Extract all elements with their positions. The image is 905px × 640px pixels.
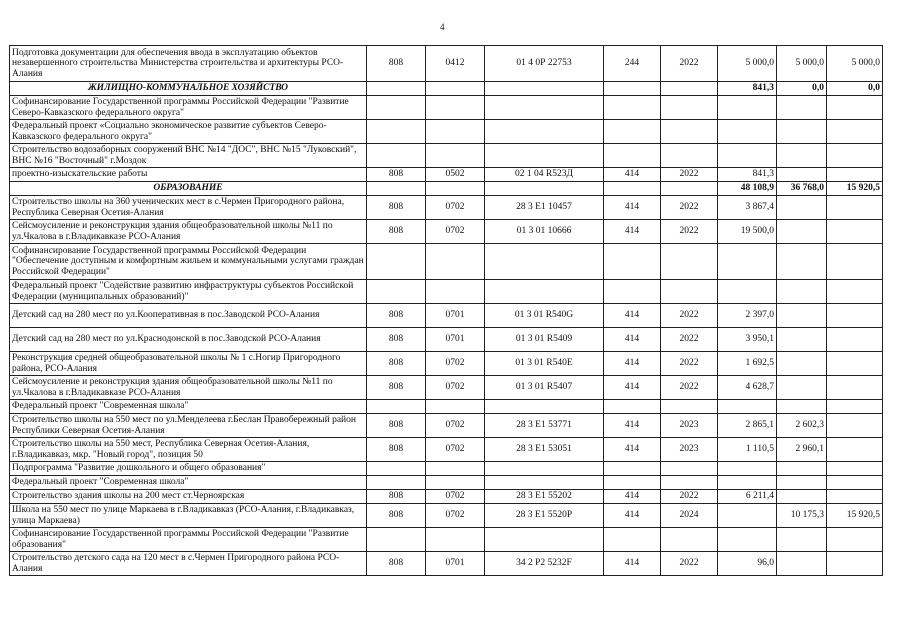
cell-name: Строительство школы на 360 ученических мест в с.Чермен Пригородного района, Республика Северная Осетия-Алания bbox=[10, 196, 367, 220]
cell-expense-type: 414 bbox=[604, 352, 661, 376]
cell-target-article: 01 3 01 R540G bbox=[485, 304, 604, 328]
cell-amount-1: 19 500,0 bbox=[718, 220, 777, 244]
cell-year bbox=[661, 182, 718, 196]
cell-expense-type bbox=[604, 96, 661, 120]
cell-amount-3: 15 920,5 bbox=[827, 504, 883, 528]
cell-year: 2022 bbox=[661, 490, 718, 504]
cell-year bbox=[661, 82, 718, 96]
cell-section-code: 0701 bbox=[426, 328, 485, 352]
cell-expense-type: 414 bbox=[604, 220, 661, 244]
cell-year bbox=[661, 96, 718, 120]
cell-amount-3 bbox=[827, 196, 883, 220]
cell-year bbox=[661, 462, 718, 476]
cell-year bbox=[661, 476, 718, 490]
cell-amount-3 bbox=[827, 144, 883, 168]
cell-amount-2 bbox=[777, 462, 827, 476]
cell-amount-2 bbox=[777, 220, 827, 244]
cell-amount-2: 36 768,0 bbox=[777, 182, 827, 196]
table-row bbox=[10, 438, 883, 462]
cell-amount-1 bbox=[718, 462, 777, 476]
cell-amount-3 bbox=[827, 96, 883, 120]
cell-expense-type: 414 bbox=[604, 490, 661, 504]
cell-expense-type bbox=[604, 144, 661, 168]
cell-target-article bbox=[485, 528, 604, 552]
cell-name: Сейсмоусиление и реконструкция здания общеобразовательной школы №11 по ул.Чкалова в г.Владикавказе РСО-Алания bbox=[10, 220, 367, 244]
cell-amount-2: 2 960,1 bbox=[777, 438, 827, 462]
cell-section-code: 0502 bbox=[426, 168, 485, 182]
table-row bbox=[10, 400, 883, 414]
cell-section-code: 0412 bbox=[426, 46, 485, 82]
cell-amount-1: 4 628,7 bbox=[718, 376, 777, 400]
cell-ministry-code bbox=[367, 280, 426, 304]
cell-amount-2 bbox=[777, 120, 827, 144]
cell-amount-1: 1 110,5 bbox=[718, 438, 777, 462]
cell-expense-type: 244 bbox=[604, 46, 661, 82]
cell-expense-type bbox=[604, 476, 661, 490]
cell-expense-type: 414 bbox=[604, 304, 661, 328]
cell-year: 2022 bbox=[661, 328, 718, 352]
cell-section-code: 0702 bbox=[426, 504, 485, 528]
table-row bbox=[10, 244, 883, 280]
cell-ministry-code: 808 bbox=[367, 490, 426, 504]
table-row bbox=[10, 304, 883, 328]
cell-name: Подготовка документации для обеспечения ввода в эксплуатацию объектов незавершенного строительства Министерства строительства и архитектуры РСО-Алания bbox=[10, 46, 367, 82]
cell-name: Софинансирование Государственной программы Российской Федерации "Развитие Северо-Кавказского федерального округа" bbox=[10, 96, 367, 120]
cell-name: Строительство детского сада на 120 мест в с.Чермен Пригородного района РСО-Алания bbox=[10, 552, 367, 576]
page-number: 4 bbox=[440, 22, 445, 32]
cell-section-code: 0702 bbox=[426, 438, 485, 462]
cell-year: 2023 bbox=[661, 438, 718, 462]
cell-target-article bbox=[485, 280, 604, 304]
cell-ministry-code: 808 bbox=[367, 414, 426, 438]
cell-year: 2022 bbox=[661, 168, 718, 182]
cell-ministry-code bbox=[367, 82, 426, 96]
cell-name: Школа на 550 мест по улице Маркаева в г.Владикавказ (РСО-Алания, г.Владикавказ, улица Маркаева) bbox=[10, 504, 367, 528]
cell-section-code bbox=[426, 280, 485, 304]
cell-target-article bbox=[485, 144, 604, 168]
cell-expense-type bbox=[604, 280, 661, 304]
table-row bbox=[10, 414, 883, 438]
cell-amount-3 bbox=[827, 352, 883, 376]
cell-target-article: 01 3 01 R5407 bbox=[485, 376, 604, 400]
cell-name: Сейсмоусиление и реконструкция здания общеобразовательной школы №11 по ул.Чкалова в г.Владикавказе РСО-Алания bbox=[10, 376, 367, 400]
cell-section-code bbox=[426, 244, 485, 280]
cell-amount-1 bbox=[718, 96, 777, 120]
cell-year: 2023 bbox=[661, 414, 718, 438]
cell-target-article: 28 3 E1 53051 bbox=[485, 438, 604, 462]
cell-year bbox=[661, 120, 718, 144]
cell-expense-type bbox=[604, 120, 661, 144]
cell-name: Детский сад на 280 мест по ул.Краснодонской в пос.Заводской РСО-Алания bbox=[10, 328, 367, 352]
cell-amount-1: 2 865,1 bbox=[718, 414, 777, 438]
cell-amount-2: 0,0 bbox=[777, 82, 827, 96]
cell-amount-3 bbox=[827, 400, 883, 414]
cell-amount-2 bbox=[777, 528, 827, 552]
cell-year bbox=[661, 528, 718, 552]
cell-amount-3 bbox=[827, 462, 883, 476]
cell-target-article: 01 3 01 10666 bbox=[485, 220, 604, 244]
cell-name: проектно-изыскательские работы bbox=[10, 168, 367, 182]
cell-name: ОБРАЗОВАНИЕ bbox=[10, 182, 367, 196]
cell-amount-1: 96,0 bbox=[718, 552, 777, 576]
table-row bbox=[10, 220, 883, 244]
cell-year: 2022 bbox=[661, 376, 718, 400]
cell-year: 2024 bbox=[661, 504, 718, 528]
cell-section-code bbox=[426, 120, 485, 144]
cell-name: Строительство водозаборных сооружений ВНС №14 "ДОС", ВНС №15 "Луковский", ВНС №16 "Восточный" г.Моздок bbox=[10, 144, 367, 168]
cell-name: Строительство здания школы на 200 мест ст.Черноярская bbox=[10, 490, 367, 504]
table-row bbox=[10, 504, 883, 528]
cell-name: Федеральный проект "Современная школа" bbox=[10, 476, 367, 490]
table-row bbox=[10, 476, 883, 490]
table-row bbox=[10, 352, 883, 376]
cell-amount-1: 6 211,4 bbox=[718, 490, 777, 504]
cell-name: Федеральный проект "Содействие развитию инфраструктуры субъектов Российской Федерации (муниципальных образований)" bbox=[10, 280, 367, 304]
cell-target-article: 02 1 04 R523Д bbox=[485, 168, 604, 182]
cell-section-code bbox=[426, 462, 485, 476]
cell-target-article: 01 3 01 R5409 bbox=[485, 328, 604, 352]
cell-amount-2 bbox=[777, 144, 827, 168]
cell-target-article bbox=[485, 462, 604, 476]
cell-section-code bbox=[426, 96, 485, 120]
cell-ministry-code bbox=[367, 244, 426, 280]
cell-amount-1 bbox=[718, 400, 777, 414]
cell-year: 2022 bbox=[661, 552, 718, 576]
cell-amount-3 bbox=[827, 244, 883, 280]
cell-amount-2 bbox=[777, 376, 827, 400]
cell-name: Строительство школы на 550 мест, Республика Северная Осетия-Алания, г.Владикавказ, мкр. "Новый город", позиция 50 bbox=[10, 438, 367, 462]
cell-target-article bbox=[485, 96, 604, 120]
cell-expense-type bbox=[604, 82, 661, 96]
table-row bbox=[10, 96, 883, 120]
cell-ministry-code: 808 bbox=[367, 168, 426, 182]
cell-target-article: 28 3 E1 5520P bbox=[485, 504, 604, 528]
cell-year: 2022 bbox=[661, 352, 718, 376]
cell-section-code: 0702 bbox=[426, 220, 485, 244]
cell-section-code bbox=[426, 400, 485, 414]
cell-amount-1 bbox=[718, 280, 777, 304]
cell-ministry-code bbox=[367, 182, 426, 196]
cell-name: Подпрограмма "Развитие дошкольного и общего образования" bbox=[10, 462, 367, 476]
cell-amount-2 bbox=[777, 96, 827, 120]
cell-expense-type: 414 bbox=[604, 414, 661, 438]
cell-amount-3 bbox=[827, 438, 883, 462]
cell-expense-type: 414 bbox=[604, 438, 661, 462]
cell-amount-2 bbox=[777, 196, 827, 220]
cell-amount-2 bbox=[777, 400, 827, 414]
cell-amount-1 bbox=[718, 120, 777, 144]
cell-ministry-code bbox=[367, 96, 426, 120]
cell-name: Софинансирование Государственной программы Российской Федерации "Обеспечение доступным и комфортным жильем и коммунальными услугами граждан Российской Федерации" bbox=[10, 244, 367, 280]
cell-name: Софинансирование Государственной программы Российской Федерации "Развитие образования" bbox=[10, 528, 367, 552]
cell-name: Детский сад на 280 мест по ул.Кооперативная в пос.Заводской РСО-Алания bbox=[10, 304, 367, 328]
cell-section-code bbox=[426, 144, 485, 168]
cell-ministry-code bbox=[367, 462, 426, 476]
cell-amount-1: 3 950,1 bbox=[718, 328, 777, 352]
cell-amount-3 bbox=[827, 552, 883, 576]
table-row bbox=[10, 528, 883, 552]
table-row bbox=[10, 490, 883, 504]
cell-expense-type: 414 bbox=[604, 168, 661, 182]
cell-target-article: 28 3 E1 53771 bbox=[485, 414, 604, 438]
cell-amount-3 bbox=[827, 490, 883, 504]
cell-ministry-code: 808 bbox=[367, 196, 426, 220]
cell-amount-2 bbox=[777, 552, 827, 576]
table-row bbox=[10, 120, 883, 144]
cell-amount-3 bbox=[827, 376, 883, 400]
cell-expense-type bbox=[604, 462, 661, 476]
cell-amount-3 bbox=[827, 476, 883, 490]
cell-target-article bbox=[485, 244, 604, 280]
cell-amount-2 bbox=[777, 304, 827, 328]
cell-amount-3: 15 920,5 bbox=[827, 182, 883, 196]
cell-ministry-code: 808 bbox=[367, 352, 426, 376]
cell-amount-2 bbox=[777, 352, 827, 376]
section-row bbox=[10, 82, 883, 96]
cell-section-code bbox=[426, 476, 485, 490]
cell-amount-1 bbox=[718, 528, 777, 552]
cell-year: 2022 bbox=[661, 304, 718, 328]
cell-ministry-code: 808 bbox=[367, 376, 426, 400]
cell-target-article bbox=[485, 400, 604, 414]
cell-amount-1: 1 692,5 bbox=[718, 352, 777, 376]
cell-amount-1 bbox=[718, 476, 777, 490]
cell-target-article bbox=[485, 476, 604, 490]
cell-target-article: 01 4 0Р 22753 bbox=[485, 46, 604, 82]
cell-amount-2 bbox=[777, 244, 827, 280]
cell-amount-1: 3 867,4 bbox=[718, 196, 777, 220]
cell-ministry-code: 808 bbox=[367, 438, 426, 462]
cell-amount-2 bbox=[777, 476, 827, 490]
cell-target-article bbox=[485, 182, 604, 196]
cell-amount-1: 841,3 bbox=[718, 82, 777, 96]
cell-year bbox=[661, 244, 718, 280]
cell-section-code bbox=[426, 182, 485, 196]
section-row bbox=[10, 182, 883, 196]
cell-ministry-code: 808 bbox=[367, 220, 426, 244]
cell-name: Федеральный проект "Современная школа" bbox=[10, 400, 367, 414]
table-row bbox=[10, 144, 883, 168]
cell-section-code: 0702 bbox=[426, 376, 485, 400]
cell-amount-2 bbox=[777, 328, 827, 352]
cell-amount-3 bbox=[827, 528, 883, 552]
cell-amount-2: 2 602,3 bbox=[777, 414, 827, 438]
table-row bbox=[10, 46, 883, 82]
cell-ministry-code: 808 bbox=[367, 504, 426, 528]
cell-amount-3 bbox=[827, 120, 883, 144]
cell-amount-2 bbox=[777, 280, 827, 304]
cell-expense-type bbox=[604, 182, 661, 196]
cell-amount-1 bbox=[718, 144, 777, 168]
cell-ministry-code bbox=[367, 144, 426, 168]
cell-target-article: 34 2 P2 5232F bbox=[485, 552, 604, 576]
cell-name: Реконструкция средней общеобразовательной школы № 1 с.Ногир Пригородного района, РСО-Алания bbox=[10, 352, 367, 376]
table-row bbox=[10, 168, 883, 182]
cell-amount-3: 5 000,0 bbox=[827, 46, 883, 82]
cell-name: ЖИЛИЩНО-КОММУНАЛЬНОЕ ХОЗЯЙСТВО bbox=[10, 82, 367, 96]
cell-amount-3: 0,0 bbox=[827, 82, 883, 96]
cell-amount-3 bbox=[827, 304, 883, 328]
cell-amount-1: 841,3 bbox=[718, 168, 777, 182]
cell-section-code bbox=[426, 82, 485, 96]
cell-year bbox=[661, 144, 718, 168]
cell-target-article bbox=[485, 120, 604, 144]
cell-name: Строительство школы на 550 мест по ул.Менделеева г.Беслан Правобережный район Республики Северная Осетия-Алания bbox=[10, 414, 367, 438]
cell-amount-1: 2 397,0 bbox=[718, 304, 777, 328]
cell-amount-1 bbox=[718, 504, 777, 528]
cell-ministry-code bbox=[367, 476, 426, 490]
cell-amount-1: 48 108,9 bbox=[718, 182, 777, 196]
cell-section-code: 0702 bbox=[426, 414, 485, 438]
cell-expense-type: 414 bbox=[604, 328, 661, 352]
cell-amount-2 bbox=[777, 168, 827, 182]
cell-ministry-code: 808 bbox=[367, 46, 426, 82]
cell-expense-type bbox=[604, 400, 661, 414]
cell-amount-3 bbox=[827, 220, 883, 244]
cell-target-article: 28 3 E1 55202 bbox=[485, 490, 604, 504]
cell-year: 2022 bbox=[661, 196, 718, 220]
cell-expense-type: 414 bbox=[604, 504, 661, 528]
cell-target-article: 28 3 E1 10457 bbox=[485, 196, 604, 220]
cell-amount-1: 5 000,0 bbox=[718, 46, 777, 82]
cell-ministry-code bbox=[367, 400, 426, 414]
cell-amount-3 bbox=[827, 168, 883, 182]
cell-section-code: 0702 bbox=[426, 352, 485, 376]
cell-amount-1 bbox=[718, 244, 777, 280]
table-row bbox=[10, 280, 883, 304]
cell-amount-3 bbox=[827, 414, 883, 438]
cell-target-article bbox=[485, 82, 604, 96]
cell-ministry-code: 808 bbox=[367, 552, 426, 576]
cell-amount-2: 10 175,3 bbox=[777, 504, 827, 528]
cell-ministry-code: 808 bbox=[367, 304, 426, 328]
table-row bbox=[10, 462, 883, 476]
table-row bbox=[10, 376, 883, 400]
cell-ministry-code: 808 bbox=[367, 328, 426, 352]
cell-name: Федеральный проект «Социально экономическое развитие субъектов Северо-Кавказского федерального округа" bbox=[10, 120, 367, 144]
cell-ministry-code bbox=[367, 120, 426, 144]
table-body bbox=[10, 46, 883, 576]
cell-expense-type: 414 bbox=[604, 376, 661, 400]
table-row bbox=[10, 328, 883, 352]
cell-amount-3 bbox=[827, 328, 883, 352]
cell-amount-2 bbox=[777, 490, 827, 504]
cell-amount-3 bbox=[827, 280, 883, 304]
cell-year: 2022 bbox=[661, 220, 718, 244]
cell-expense-type bbox=[604, 528, 661, 552]
budget-table bbox=[9, 45, 883, 576]
cell-expense-type: 414 bbox=[604, 552, 661, 576]
cell-section-code bbox=[426, 528, 485, 552]
cell-year bbox=[661, 280, 718, 304]
cell-target-article: 01 3 01 R540E bbox=[485, 352, 604, 376]
table-row bbox=[10, 196, 883, 220]
cell-section-code: 0701 bbox=[426, 552, 485, 576]
cell-section-code: 0702 bbox=[426, 196, 485, 220]
cell-year bbox=[661, 400, 718, 414]
cell-expense-type bbox=[604, 244, 661, 280]
cell-amount-2: 5 000,0 bbox=[777, 46, 827, 82]
table-row bbox=[10, 552, 883, 576]
cell-section-code: 0702 bbox=[426, 490, 485, 504]
cell-section-code: 0701 bbox=[426, 304, 485, 328]
cell-expense-type: 414 bbox=[604, 196, 661, 220]
cell-ministry-code bbox=[367, 528, 426, 552]
cell-year: 2022 bbox=[661, 46, 718, 82]
